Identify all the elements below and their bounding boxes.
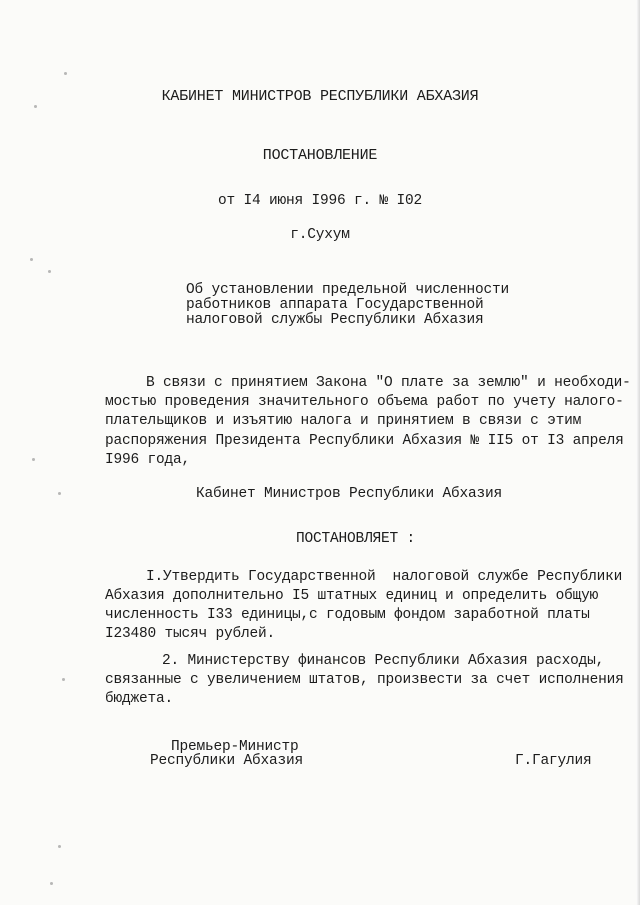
item-1-line: I23480 тысяч рублей. [105, 626, 276, 642]
preamble-line: I996 года, [105, 452, 191, 468]
scan-speck [48, 270, 51, 273]
signatory-title: Республики Абхазия [150, 753, 304, 769]
city: г.Сухум [290, 227, 350, 243]
scan-speck [64, 72, 67, 75]
preamble-line: плательщиков и изъятию налога и принятием в связи с этим [105, 413, 582, 429]
scan-speck [34, 105, 37, 108]
scan-speck [58, 845, 61, 848]
decrees-heading: ПОСТАНОВЛЯЕТ : [296, 531, 416, 547]
org-header: КАБИНЕТ МИНИСТРОВ РЕСПУБЛИКИ АБХАЗИЯ [161, 88, 479, 105]
scan-edge-shadow [636, 0, 640, 905]
item-1-line: I.Утвердить Государственной налоговой службе Республики [146, 569, 623, 585]
preamble-line: В связи с принятием Закона "О плате за землю" и необходи- [146, 375, 631, 391]
item-1-line: численность I33 единицы,с годовым фондом заработной платы [105, 607, 590, 623]
preamble-line: мостью проведения значительного объема работ по учету налого- [105, 394, 624, 410]
scan-speck [30, 258, 33, 261]
preamble-line: распоряжения Президента Республики Абхазия № II5 от I3 апреля [105, 433, 624, 449]
date-number: от I4 июня I996 г. № I02 [217, 193, 423, 209]
scan-speck [50, 882, 53, 885]
item-2-line: 2. Министерству финансов Республики Абхазия расходы, [162, 653, 605, 669]
signatory-title: Премьер-Министр [171, 739, 299, 755]
subject-line: Об установлении предельной численности [186, 282, 510, 298]
item-2-line: бюджета. [105, 691, 174, 707]
item-2-line: связанные с увеличением штатов, произвести за счет исполнения [105, 672, 624, 688]
subject-line: налоговой службы Республики Абхазия [186, 312, 484, 328]
cabinet-line: Кабинет Министров Республики Абхазия [196, 486, 503, 502]
subject-line: работников аппарата Государственной [186, 297, 484, 313]
scan-speck [58, 492, 61, 495]
doc-type-title: ПОСТАНОВЛЕНИЕ [262, 147, 378, 164]
scan-speck [62, 678, 65, 681]
scan-speck [32, 458, 35, 461]
signatory-name: Г.Гагулия [515, 753, 592, 769]
item-1-line: Абхазия дополнительно I5 штатных единиц и определить общую [105, 588, 599, 604]
